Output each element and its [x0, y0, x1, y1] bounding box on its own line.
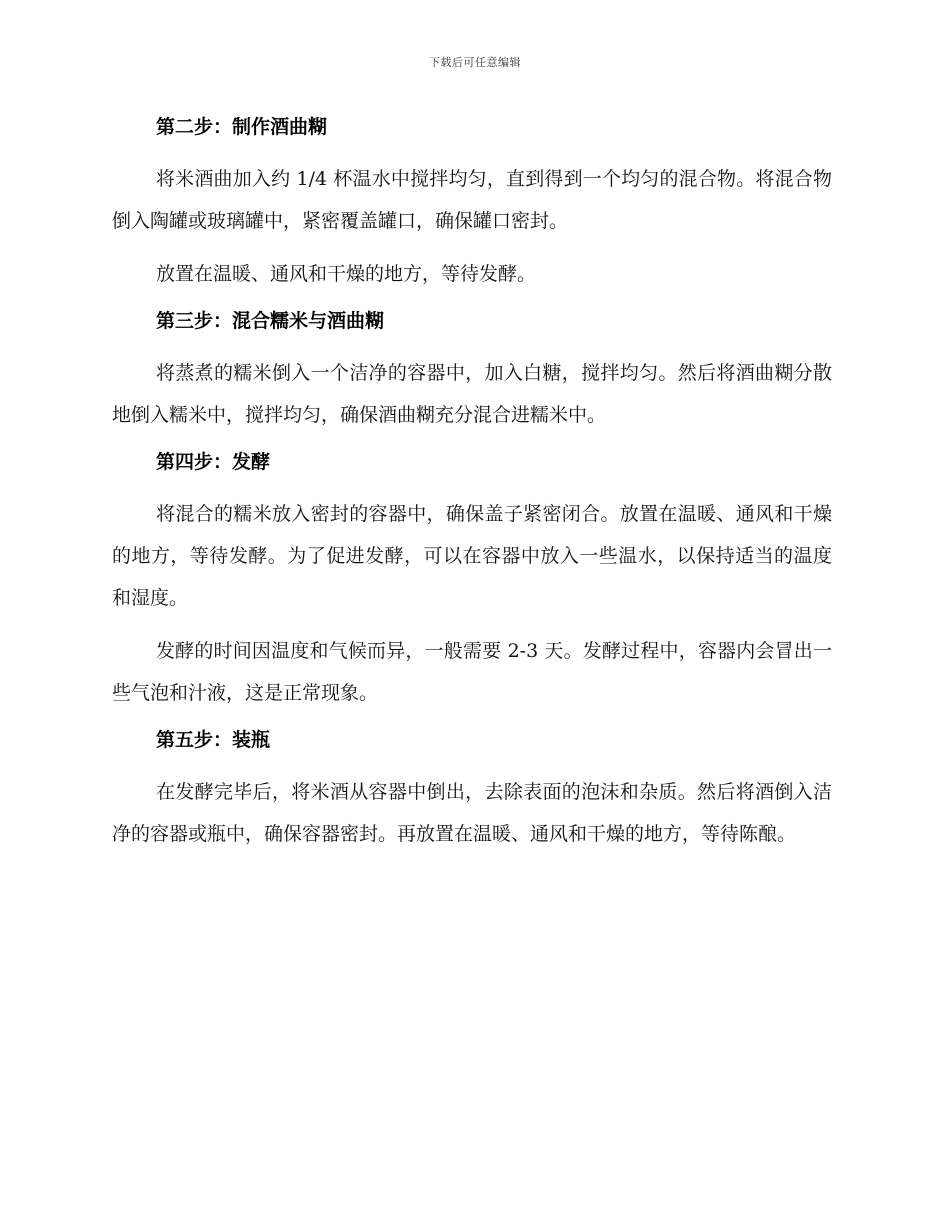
header-note: 下载后可任意编辑 [429, 56, 521, 69]
paragraph: 将米酒曲加入约 1/4 杯温水中搅拌均匀，直到得到一个均匀的混合物。将混合物倒入陶罐或玻璃罐中，紧密覆盖罐口，确保罐口密封。 [112, 168, 832, 232]
paragraph: 在发酵完毕后，将米酒从容器中倒出，去除表面的泡沫和杂质。然后将酒倒入洁净的容器或瓶中，确保容器密封。再放置在温暖、通风和干燥的地方，等待陈酿。 [112, 781, 832, 845]
document-body [112, 112, 832, 866]
section-heading-step-2: 第二步：制作酒曲糊 [156, 116, 328, 138]
paragraph: 发酵的时间因温度和气候而异，一般需要 2-3 天。发酵过程中，容器内会冒出一些气泡和汁液，这是正常现象。 [112, 640, 832, 704]
paragraph: 放置在温暖、通风和干燥的地方，等待发酵。 [156, 263, 537, 285]
paragraph: 将混合的糯米放入密封的容器中，确保盖子紧密闭合。放置在温暖、通风和干燥的地方，等待发酵。为了促进发酵，可以在容器中放入一些温水，以保持适当的温度和湿度。 [112, 503, 832, 609]
section-heading-step-4: 第四步：发酵 [156, 451, 271, 473]
section-heading-step-5: 第五步：装瓶 [156, 729, 271, 751]
section-heading-step-3: 第三步：混合糯米与酒曲糊 [156, 310, 385, 332]
paragraph: 将蒸煮的糯米倒入一个洁净的容器中，加入白糖，搅拌均匀。然后将酒曲糊分散地倒入糯米中，搅拌均匀，确保酒曲糊充分混合进糯米中。 [112, 362, 832, 426]
